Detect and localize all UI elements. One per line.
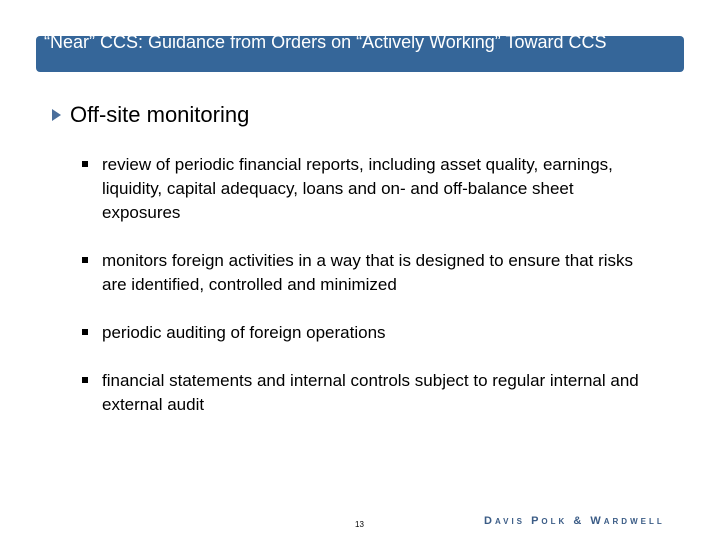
page-number: 13 [355,520,364,529]
sub-bullet [82,249,642,297]
square-bullet-icon [82,377,88,383]
slide-title: “Near” CCS: Guidance from Orders on “Actively Working” Toward CCS [44,36,607,52]
sub-bullet [82,153,642,225]
square-bullet-icon [82,329,88,335]
main-bullet-text: Off-site monitoring [70,102,250,127]
sub-bullet [82,321,642,345]
square-bullet-icon [82,257,88,263]
sub-bullet [82,369,642,417]
sub-bullet-text: financial statements and internal controls subject to regular internal and external audit [102,371,639,414]
firm-logo: Davis Polk & Wardwell [484,515,665,527]
sub-bullet-text: review of periodic financial reports, including asset quality, earnings, liquidity, capital adequacy, loans and on- and off-balance sheet exposures [102,155,613,222]
square-bullet-icon [82,161,88,167]
slide-title-bar [36,36,684,72]
sub-bullet-text: monitors foreign activities in a way that is designed to ensure that risks are identified, controlled and minimized [102,251,634,294]
triangle-bullet-icon [52,109,61,121]
sub-bullet-text: periodic auditing of foreign operations [102,323,386,342]
